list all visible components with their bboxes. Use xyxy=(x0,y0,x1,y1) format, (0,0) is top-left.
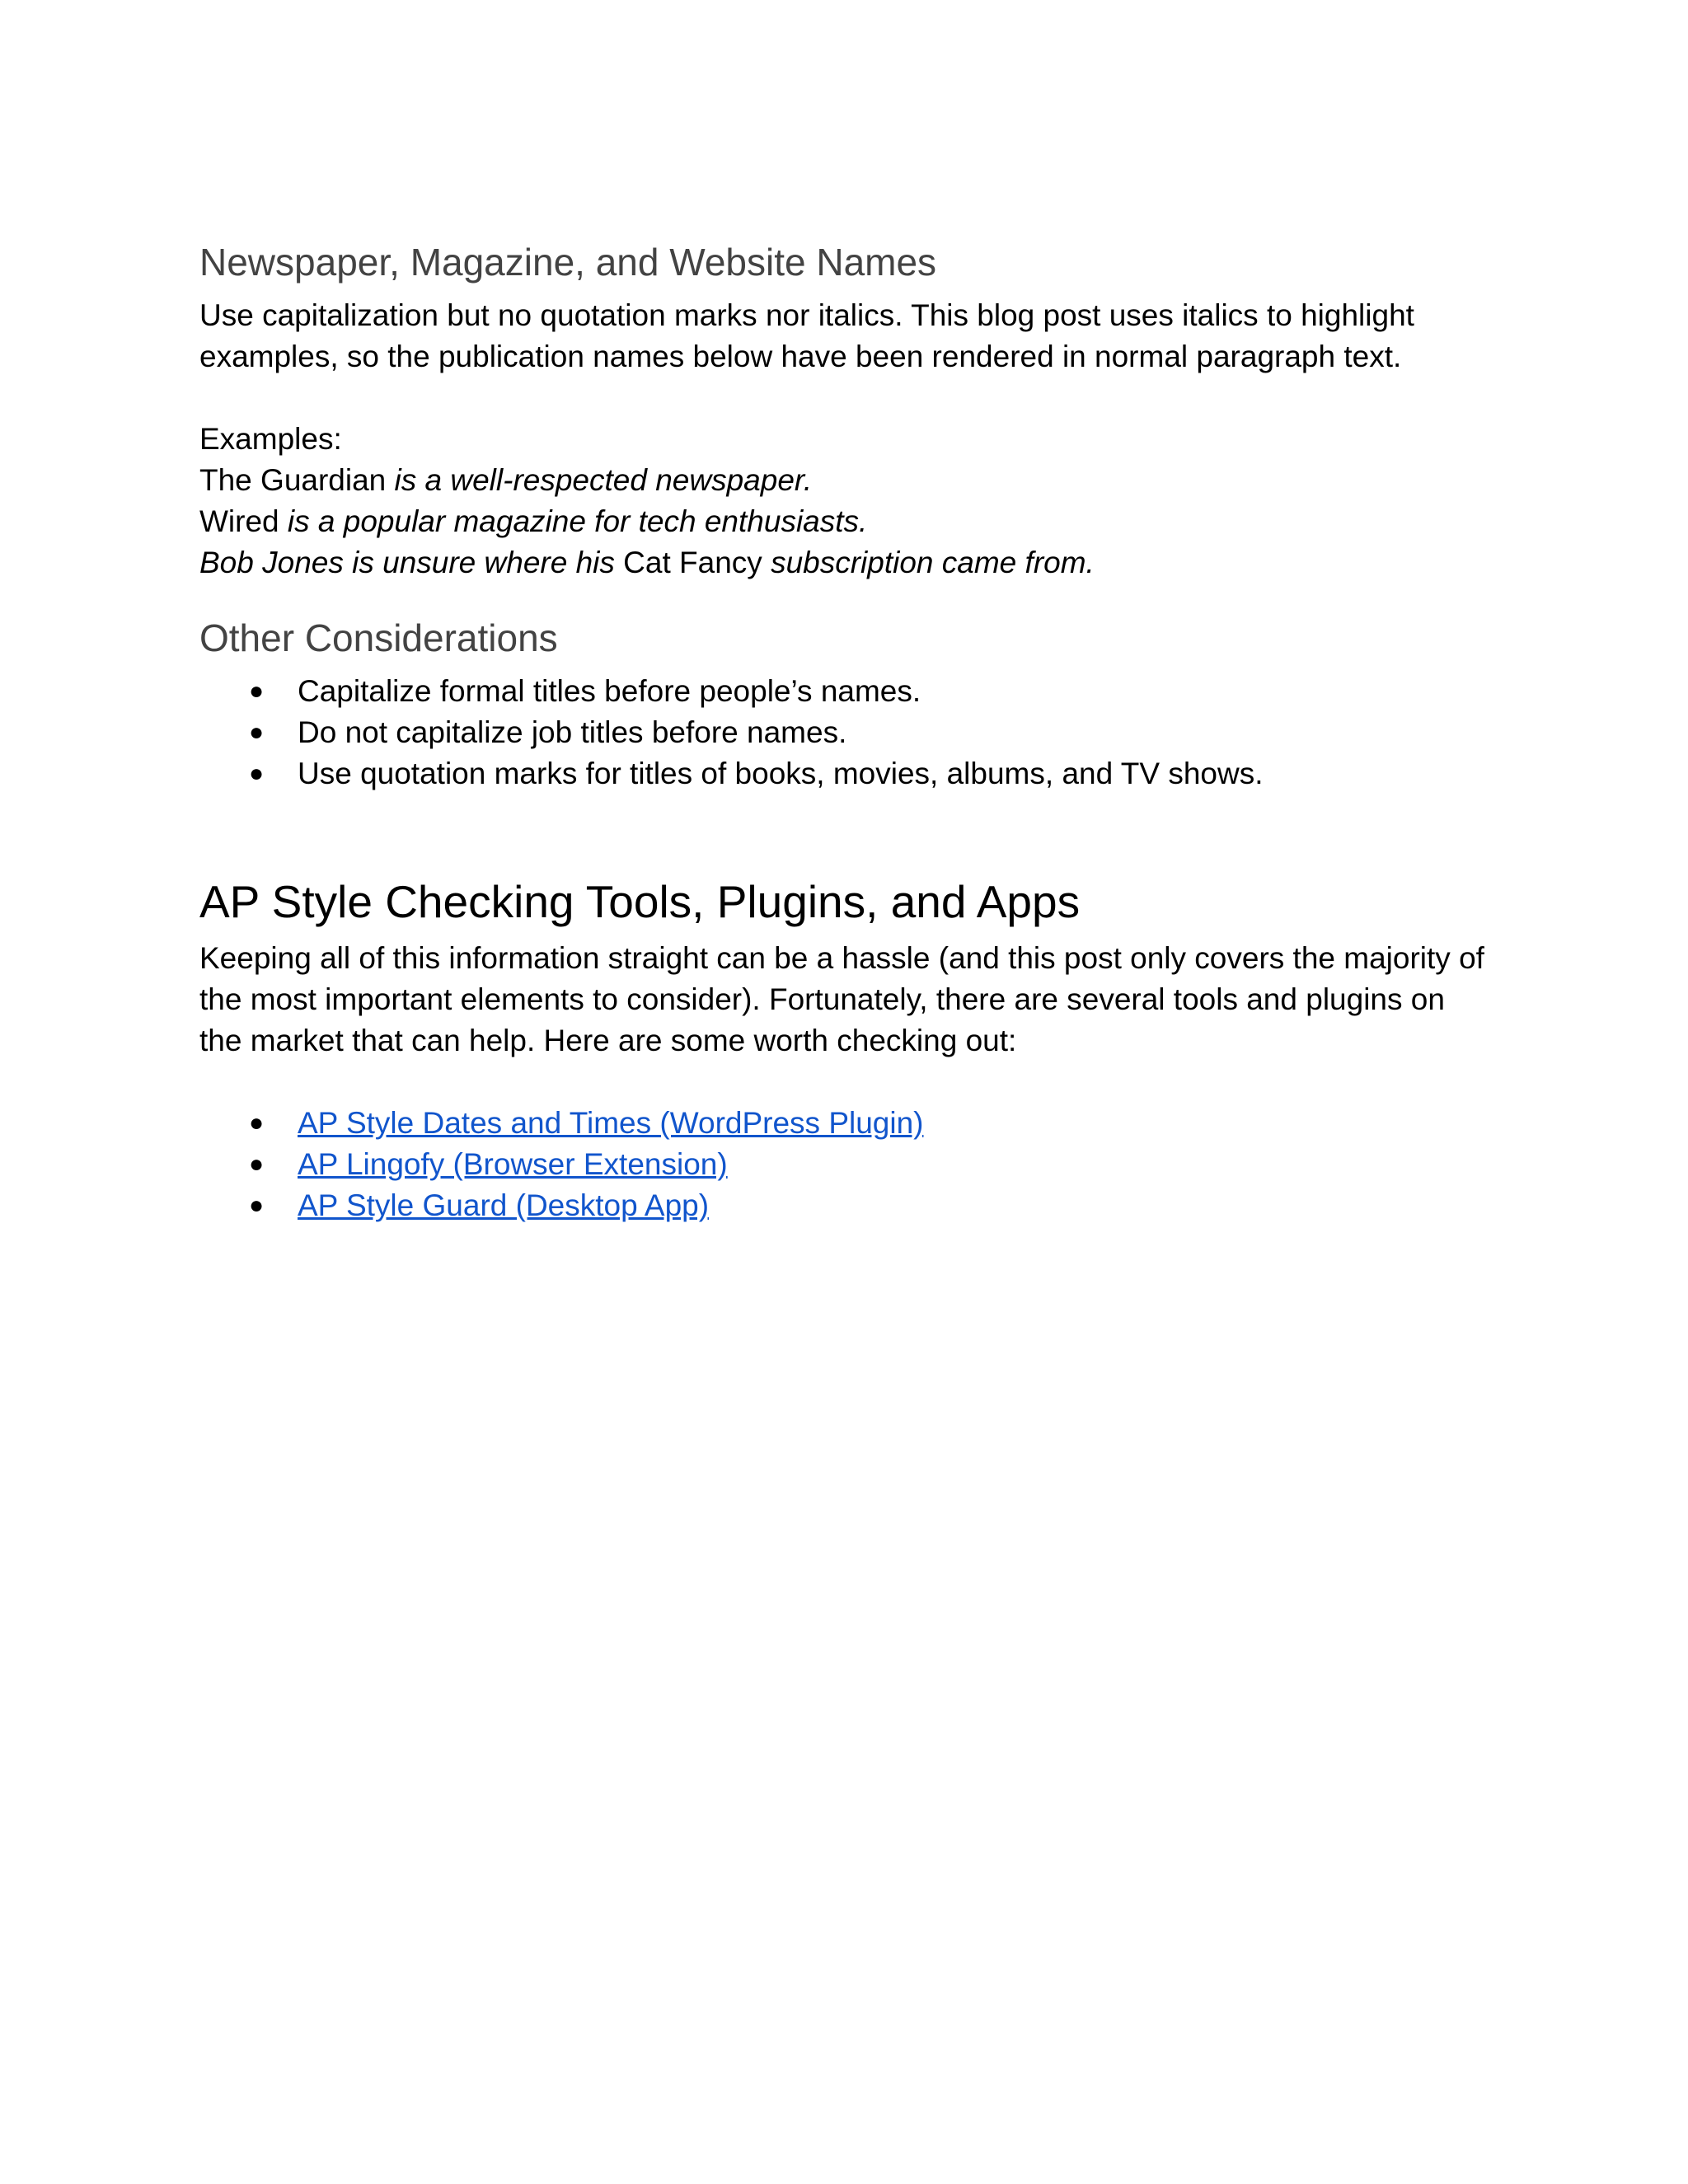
list-item xyxy=(199,1103,1493,1144)
heading-publication-names: Newspaper, Magazine, and Website Names xyxy=(199,241,937,284)
example-line-3 xyxy=(199,542,1493,583)
heading-ap-style-tools: AP Style Checking Tools, Plugins, and Apps xyxy=(199,876,1081,927)
bullet-icon: ● xyxy=(249,1192,265,1219)
bullet-icon: ● xyxy=(249,719,265,746)
list-item: ● Do not capitalize job titles before names. xyxy=(199,712,1493,753)
example-line-2 xyxy=(199,501,1493,542)
publication-name: Cat Fancy xyxy=(623,546,762,579)
bullet-icon: ● xyxy=(249,760,265,787)
examples-label: Examples: xyxy=(199,422,342,456)
tools-paragraph-line-1: Keeping all of this information straight can be a hassle (and this post only covers the majority of xyxy=(199,941,1484,975)
publication-name: The Guardian xyxy=(199,463,387,497)
example-text: is a popular magazine for tech enthusiasts. xyxy=(279,504,868,538)
publication-name: Wired xyxy=(199,504,279,538)
bullet-icon: ● xyxy=(249,677,265,705)
considerations-list xyxy=(199,671,1493,794)
example-text: Bob Jones is unsure where his xyxy=(199,546,624,579)
tools-paragraph-line-2: the most important elements to consider). Fortunately, there are several tools and plugins on xyxy=(199,982,1445,1016)
intro-line-2: examples, so the publication names below have been rendered in normal paragraph text. xyxy=(199,340,1402,373)
heading-other-considerations: Other Considerations xyxy=(199,616,558,659)
example-text: is a well-respected newspaper. xyxy=(386,463,813,497)
example-line-1 xyxy=(199,460,1493,501)
link-ap-style-dates-times[interactable]: AP Style Dates and Times (WordPress Plugin) xyxy=(298,1106,924,1140)
list-item xyxy=(199,1185,1493,1226)
tools-link-list xyxy=(199,1103,1493,1226)
bullet-icon: ● xyxy=(249,1151,265,1178)
tools-paragraph-line-3: the market that can help. Here are some worth checking out: xyxy=(199,1024,1017,1057)
list-item xyxy=(199,1144,1493,1185)
document-content xyxy=(199,239,1493,1226)
link-ap-style-guard[interactable]: AP Style Guard (Desktop App) xyxy=(298,1188,710,1222)
intro-line-1: Use capitalization but no quotation marks nor italics. This blog post uses italics to highlight xyxy=(199,298,1414,332)
bullet-icon: ● xyxy=(249,1109,265,1137)
example-text: subscription came from. xyxy=(762,546,1095,579)
link-ap-lingofy[interactable]: AP Lingofy (Browser Extension) xyxy=(298,1147,728,1181)
list-item: ● Use quotation marks for titles of books, movies, albums, and TV shows. xyxy=(199,753,1493,794)
list-item: ● Capitalize formal titles before people’s names. xyxy=(199,671,1493,712)
